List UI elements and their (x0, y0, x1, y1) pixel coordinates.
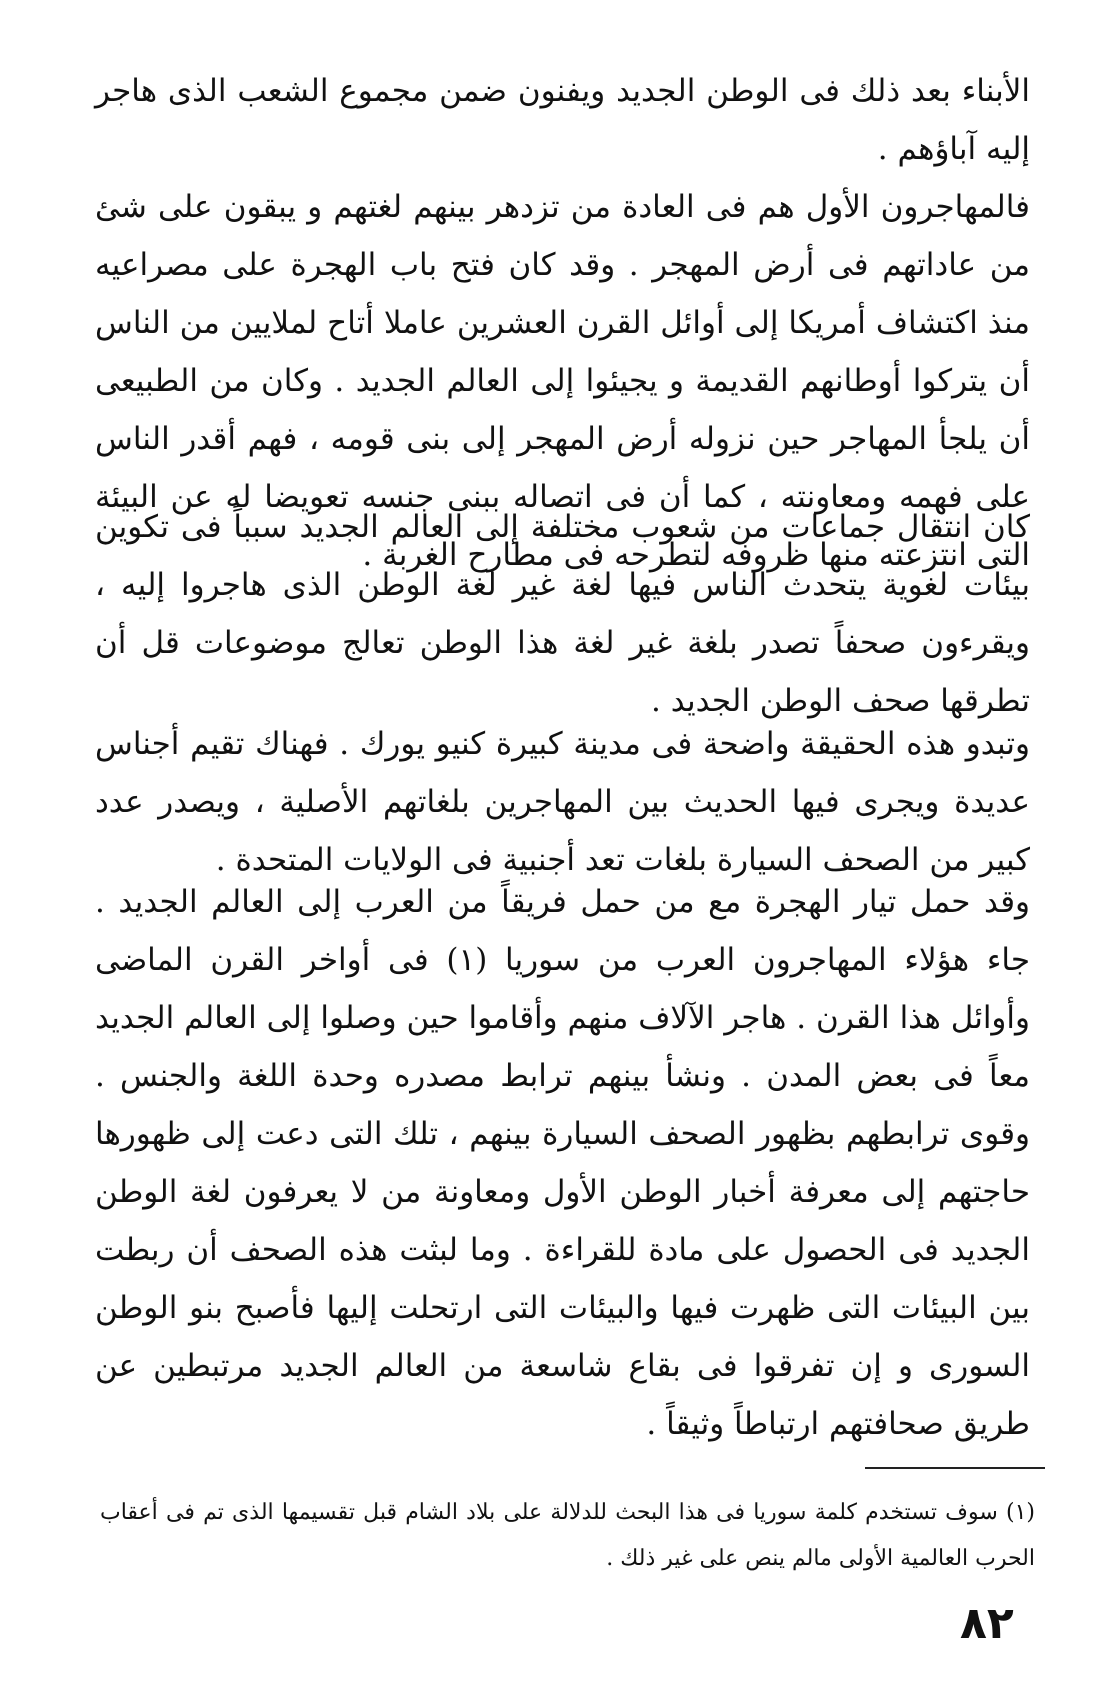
footnote: (١) سوف تستخدم كلمة سوريا فى هذا البحث للدلالة على بلاد الشام قبل تقسيمها الذى تم فى أعقاب الحرب العالمية الأولى مالم ينص على غير ذلك . (100, 1500, 1035, 1571)
paragraph-3-block (95, 498, 1030, 730)
paragraph: الأبناء بعد ذلك فى الوطن الجديد ويفنون ضمن مجموع الشعب الذى هاجر إليه آباؤهم . (95, 73, 1030, 167)
paragraph-1-block (95, 62, 1030, 178)
paragraph: وتبدو هذه الحقيقة واضحة فى مدينة كبيرة كنيو يورك . فهناك تقيم أجناس عديدة ويجرى فيها الحديث بين المهاجرين بلغاتهم الأصلية ، ويصدر عدد كبير من الصحف السيارة بلغات تعد أجنبية فى الولايات المتحدة . (95, 726, 1030, 878)
paragraph: فالمهاجرون الأول هم فى العادة من تزدهر بينهم لغتهم و يبقون على شئ من عاداتهم فى أرض المهجر . وقد كان فتح باب الهجرة على مصراعيه منذ اكتشاف أمريكا إلى أوائل القرن العشرين عاملا أتاح لملايين من الناس أن يتركوا أوطانهم القديمة و يجيئوا إلى العالم الجديد . وكان من الطبيعى أن يلجأ المهاجر حين نزوله أرض المهجر إلى بنى قومه ، فهم أقدر الناس على فهمه ومعاونته ، كما أن فى اتصاله ببنى جنسه تعويضا له عن البيئة التى انتزعته منها ظروفه لتطرحه فى مطارح الغربة . (95, 189, 1030, 573)
page-number: ٨٢ (960, 1598, 1014, 1649)
footnote-divider (865, 1467, 1045, 1469)
paragraph: كان انتقال جماعات من شعوب مختلفة إلى العالم الجديد سبباً فى تكوين بيئات لغوية يتحدث الناس فيها لغة غير لغة الوطن الذى هاجروا إليه ، ويقرءون صحفاً تصدر بلغة غير لغة هذا الوطن تعالج موضوعات قل أن تطرقها صحف الوطن الجديد . (95, 509, 1030, 719)
paragraph: وقد حمل تيار الهجرة مع من حمل فريقاً من العرب إلى العالم الجديد . جاء هؤلاء المهاجرون العرب من سوريا (١) فى أواخر القرن الماضى وأوائل هذا القرن . هاجر الآلاف منهم وأقاموا حين وصلوا إلى العالم الجديد معاً فى بعض المدن . ونشأ بينهم ترابط مصدره وحدة اللغة والجنس . وقوى ترابطهم بظهور الصحف السيارة بينهم ، تلك التى دعت إلى ظهورها حاجتهم إلى معرفة أخبار الوطن الأول ومعاونة من لا يعرفون لغة الوطن الجديد فى الحصول على مادة للقراءة . وما لبثت هذه الصحف أن ربطت بين البيئات التى ظهرت فيها والبيئات التى ارتحلت إليها فأصبح بنو الوطن السورى و إن تفرقوا فى بقاع شاسعة من العالم الجديد مرتبطين عن طريق صحافتهم ارتباطاً وثيقاً . (95, 884, 1031, 1442)
paragraph-5-block (95, 873, 1030, 1453)
paragraph-4-block (95, 715, 1030, 889)
